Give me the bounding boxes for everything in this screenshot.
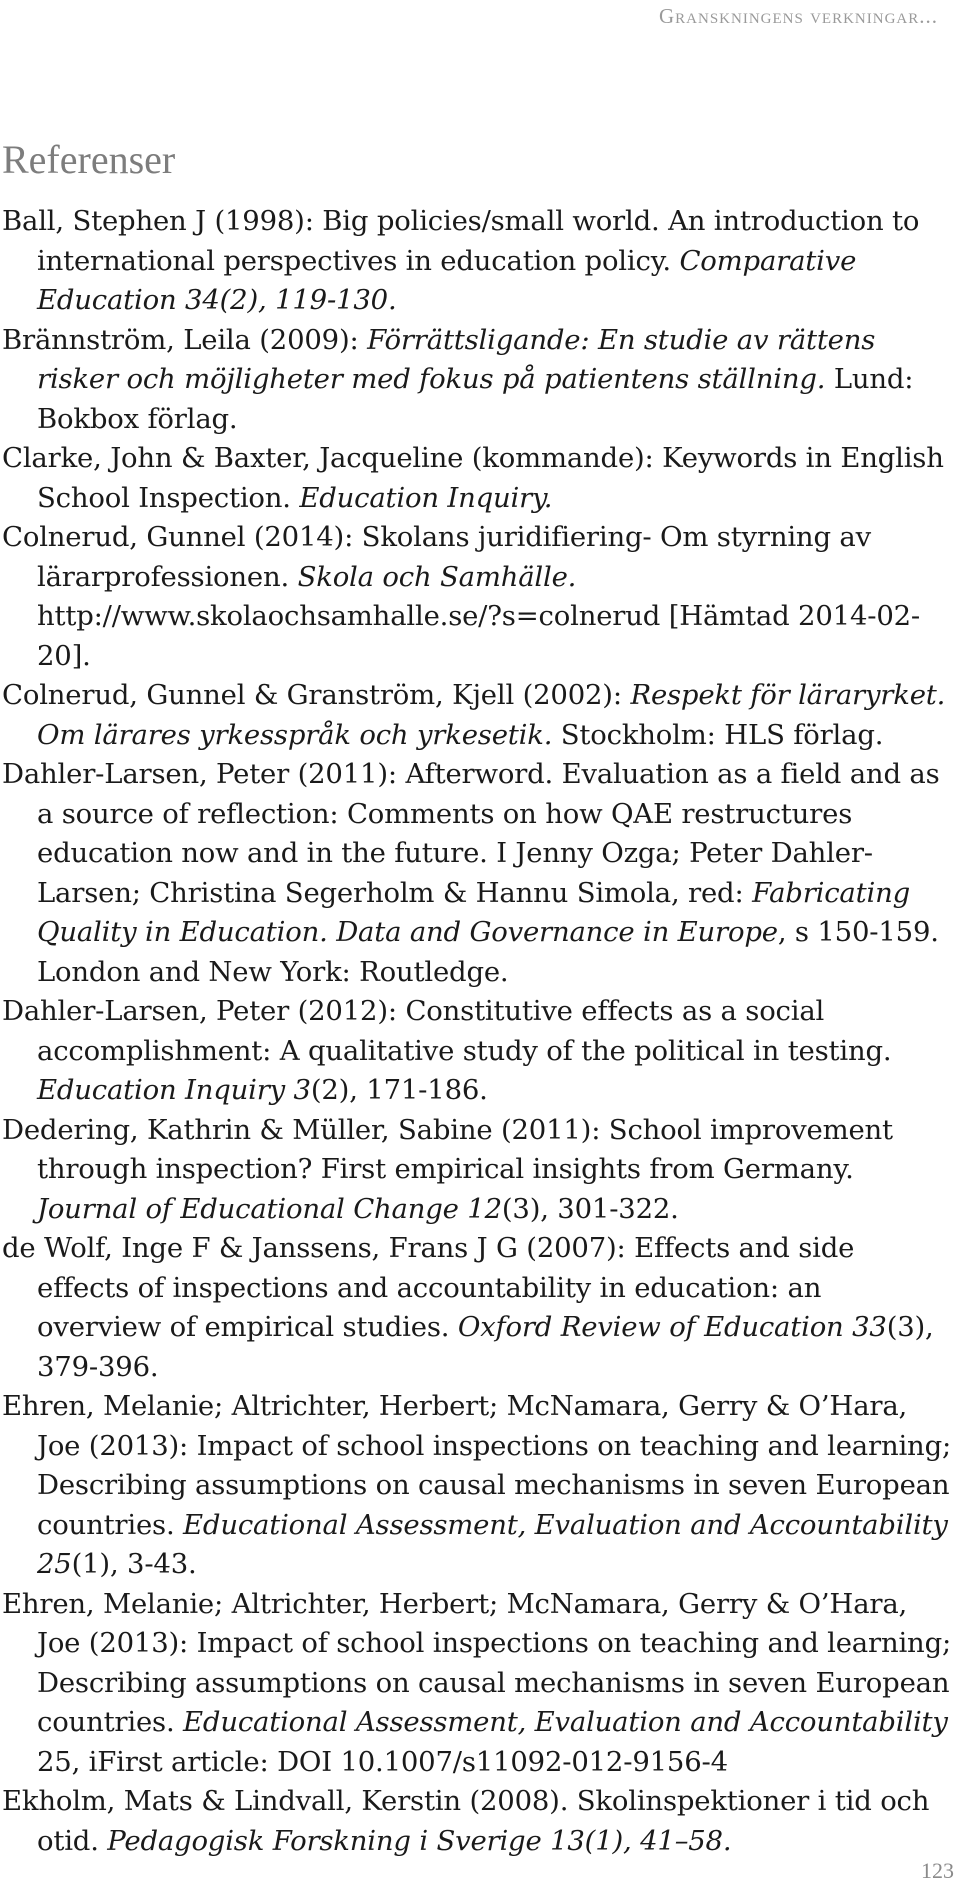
reference-text: Colnerud, Gunnel (2014): Skolans juridifiering- Om styrning av lärarprofessionen. <box>2 521 871 593</box>
reference-text: de Wolf, Inge F & Janssens, Frans J G (2007): Effects and side effects of inspections and accountability in education: an overview of empirical studies. <box>2 1232 855 1343</box>
reference-entry <box>2 202 952 321</box>
reference-italic: Skola och Samhälle. <box>297 560 577 593</box>
reference-text: Lund: Bokbox förlag. <box>37 363 914 435</box>
reference-text: Dedering, Kathrin & Müller, Sabine (2011): School improvement through inspection? First empirical insights from Germany. <box>2 1113 893 1185</box>
reference-entry <box>2 518 952 676</box>
reference-italic: Journal of Educational Change 12 <box>37 1192 502 1225</box>
reference-text: Clarke, John & Baxter, Jacqueline (kommande): Keywords in English School Inspection. <box>2 442 944 514</box>
reference-text: 25, iFirst article: DOI 10.1007/s11092-012-9156-4 <box>37 1745 728 1778</box>
reference-italic: Education Inquiry. <box>299 481 553 514</box>
reference-entry <box>2 676 952 755</box>
reference-text: (2), 171-186. <box>310 1074 488 1106</box>
reference-text: Ehren, Melanie; Altrichter, Herbert; McNamara, Gerry & O’Hara, Joe (2013): Impact of school inspections on teaching and learning; Describing assumptions on causal mechanisms in seven European countries. <box>2 1390 952 1541</box>
reference-italic: Educational Assessment, Evaluation and Accountability 25 <box>37 1508 948 1580</box>
reference-list <box>2 202 952 1861</box>
reference-text: Dahler-Larsen, Peter (2012): Constitutive effects as a social accomplishment: A qualitative study of the political in testing. <box>2 995 892 1067</box>
reference-text: (1), 3-43. <box>71 1548 197 1580</box>
reference-text: , s 150-159. London and New York: Routledge. <box>37 916 939 988</box>
section-title: Referenser <box>2 137 176 182</box>
reference-entry <box>2 1585 952 1783</box>
reference-italic: Education Inquiry 3 <box>37 1074 311 1106</box>
reference-entry <box>2 321 952 440</box>
reference-italic: Oxford Review of Education 33 <box>457 1311 887 1343</box>
reference-entry <box>2 1387 952 1585</box>
reference-entry <box>2 992 952 1111</box>
reference-text: Ehren, Melanie; Altrichter, Herbert; McNamara, Gerry & O’Hara, Joe (2013): Impact of school inspections on teaching and learning; Describing assumptions on causal mechanisms in seven European countries. <box>2 1587 952 1738</box>
reference-text: Colnerud, Gunnel & Granström, Kjell (2002): <box>2 679 631 711</box>
reference-entry <box>2 439 952 518</box>
reference-italic: Comparative Education 34(2), 119-130. <box>37 244 857 316</box>
reference-text: (3), 301-322. <box>501 1192 679 1225</box>
reference-italic: Educational Assessment, Evaluation and Accountability <box>183 1706 948 1738</box>
reference-text: Stockholm: HLS förlag. <box>552 718 884 751</box>
reference-entry <box>2 755 952 992</box>
reference-italic: Pedagogisk Forskning i Sverige 13(1), 41–58. <box>107 1824 732 1857</box>
reference-entry <box>2 1111 952 1230</box>
reference-italic: Fabricating Quality in Education. Data and Governance in Europe <box>37 876 910 948</box>
reference-text: Ekholm, Mats & Lindvall, Kerstin (2008). Skolinspektioner i tid och otid. <box>2 1785 930 1857</box>
reference-text: Ball, Stephen J (1998): Big policies/small world. An introduction to international perspectives in education policy. <box>2 205 920 277</box>
reference-text: http://www.skolaochsamhalle.se/?s=colnerud [Hämtad 2014-02-20]. <box>37 600 921 672</box>
reference-italic: Respekt för läraryrket. Om lärares yrkesspråk och yrkesetik. <box>37 679 946 751</box>
running-head: Granskningens verkningar... <box>658 4 938 28</box>
reference-italic: Förrättsligande: En studie av rättens risker och möjligheter med fokus på patientens ställning. <box>37 323 876 395</box>
reference-entry <box>2 1229 952 1387</box>
reference-text: Brännström, Leila (2009): <box>2 323 368 356</box>
reference-text: Dahler-Larsen, Peter (2011): Afterword. Evaluation as a field and as a source of reflection: Comments on how QAE restructures education now and in the future. I Jenny Ozga; Peter Dahler-Larsen; Christina Segerholm & Hannu Simola, red: <box>2 758 940 909</box>
page-number: 123 <box>921 1858 954 1883</box>
reference-entry <box>2 1782 952 1861</box>
reference-text: (3), 379-396. <box>37 1311 934 1383</box>
